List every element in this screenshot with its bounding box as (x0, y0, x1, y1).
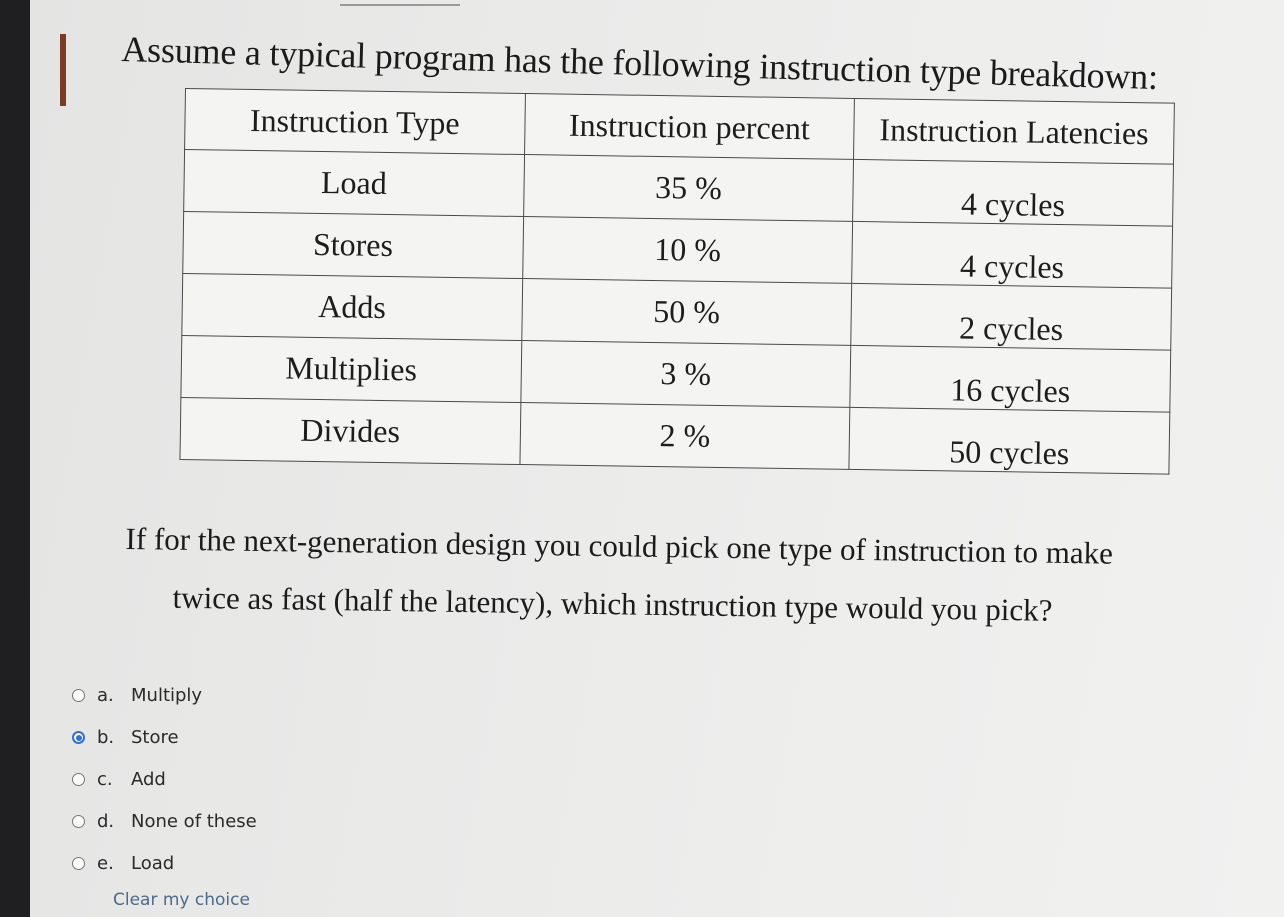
option-label[interactable]: None of these (131, 810, 257, 832)
option-letter: c. (97, 768, 113, 790)
intro-text: Assume a typical program has the following instruction type breakdown: (120, 28, 1159, 98)
radio-unchecked-icon[interactable] (72, 815, 85, 828)
option-a-multiply[interactable] (72, 674, 257, 716)
question-line-1: If for the next-generation design you could pick one type of instruction to make (125, 520, 1114, 571)
option-letter: b. (97, 726, 115, 748)
cell-percent: 50 % (521, 279, 852, 346)
option-c-add[interactable] (72, 758, 257, 800)
radio-unchecked-icon[interactable] (72, 857, 85, 870)
instruction-breakdown-table (179, 88, 1174, 475)
option-e-load[interactable] (72, 842, 257, 884)
cell-percent: 2 % (520, 403, 851, 470)
cell-latency: 50 cycles (849, 407, 1170, 474)
question-accent-bar (60, 34, 66, 106)
radio-unchecked-icon[interactable] (72, 689, 85, 702)
cell-type: Stores (183, 211, 523, 278)
cell-latency: 4 cycles (853, 159, 1174, 226)
radio-unchecked-icon[interactable] (72, 773, 85, 786)
question-line-2: twice as fast (half the latency), which instruction type would you pick? (172, 579, 1053, 628)
cell-type: Multiplies (181, 335, 521, 402)
option-d-none[interactable] (72, 800, 257, 842)
cell-type: Adds (182, 273, 522, 340)
option-label[interactable]: Load (131, 852, 175, 874)
option-label[interactable]: Multiply (131, 684, 203, 706)
clear-choice-link[interactable]: Clear my choice (113, 890, 250, 910)
answer-options (72, 674, 257, 884)
question-text (124, 510, 1113, 641)
cell-percent: 35 % (523, 155, 854, 222)
top-edge-fragment (340, 0, 460, 6)
cell-latency: 16 cycles (850, 345, 1171, 412)
instruction-table-wrapper (179, 88, 1174, 475)
option-label[interactable]: Store (131, 726, 179, 748)
cell-percent: 10 % (522, 217, 853, 284)
cell-latency: 2 cycles (851, 283, 1172, 350)
option-label[interactable]: Add (131, 768, 166, 790)
option-letter: e. (97, 852, 114, 874)
option-b-store[interactable] (72, 716, 257, 758)
cell-type: Divides (180, 397, 520, 464)
radio-checked-icon[interactable] (72, 731, 85, 744)
header-instruction-type: Instruction Type (185, 89, 525, 155)
option-letter: a. (97, 684, 114, 706)
cell-latency: 4 cycles (852, 221, 1173, 288)
cell-type: Load (184, 150, 524, 217)
header-instruction-latencies: Instruction Latencies (854, 98, 1175, 164)
header-instruction-percent: Instruction percent (524, 94, 855, 160)
option-letter: d. (97, 810, 115, 832)
cell-percent: 3 % (520, 341, 851, 408)
